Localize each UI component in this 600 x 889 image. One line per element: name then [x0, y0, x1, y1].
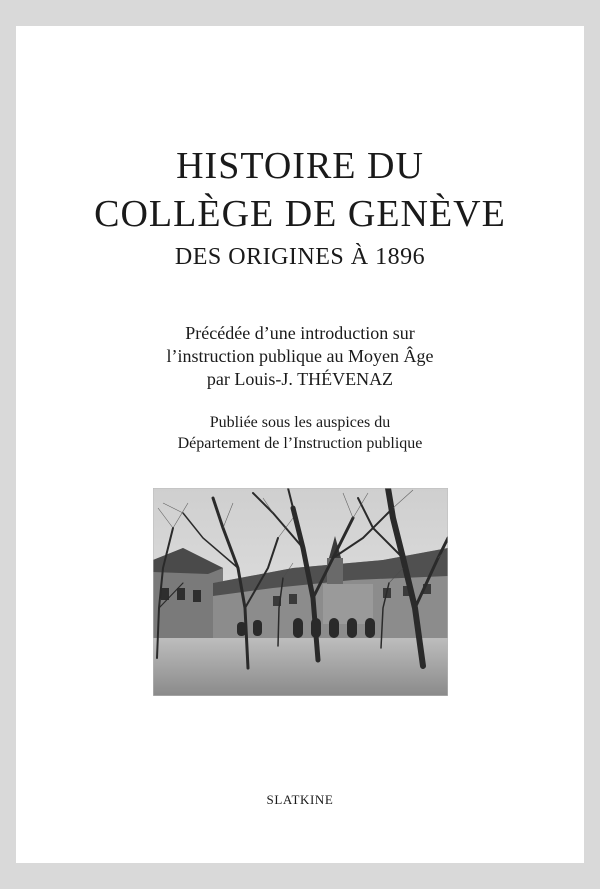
- introduction-credit: [16, 322, 584, 391]
- publication-line-2: Département de l’Instruction publique: [177, 435, 423, 452]
- intro-line-2: l’instruction publique au Moyen Âge: [166, 346, 434, 366]
- publisher-name: SLATKINE: [266, 792, 334, 807]
- publication-line-1: Publiée sous les auspices du: [209, 414, 391, 431]
- book-title: [16, 142, 584, 238]
- title-line-1: HISTOIRE DU: [176, 145, 424, 187]
- intro-line-1: Précédée d’une introduction sur: [185, 323, 415, 343]
- book-cover: [16, 26, 584, 863]
- college-courtyard-photo: [153, 488, 448, 696]
- book-subtitle: DES ORIGINES À 1896: [174, 244, 426, 270]
- publication-note: [16, 412, 584, 454]
- title-line-2: COLLÈGE DE GENÈVE: [94, 193, 506, 235]
- intro-line-3: par Louis-J. THÉVENAZ: [206, 369, 394, 389]
